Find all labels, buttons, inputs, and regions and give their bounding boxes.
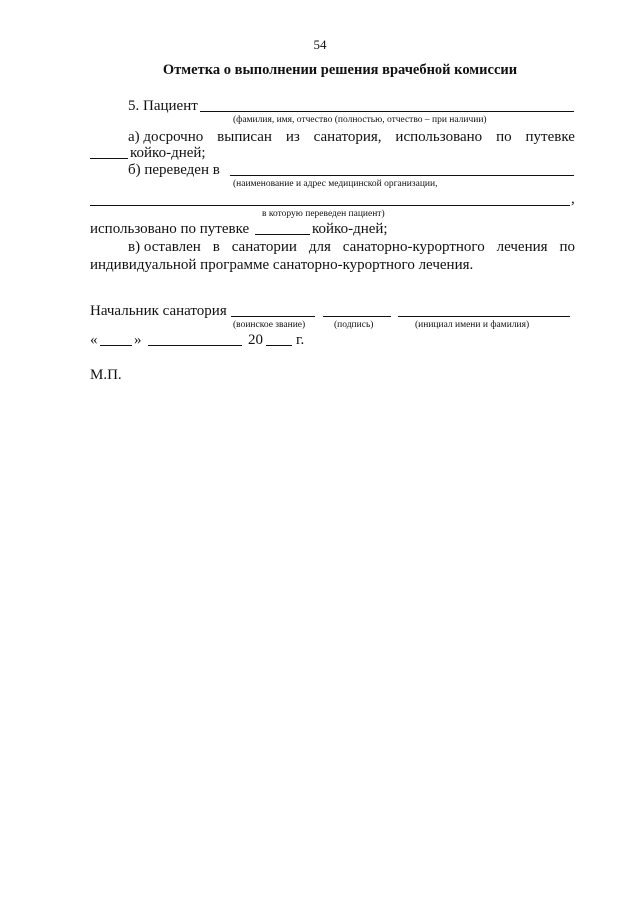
item-a-line2: койко-дней; bbox=[130, 145, 206, 161]
stamp-placeholder: М.П. bbox=[90, 367, 122, 383]
item-b-organization-line bbox=[230, 175, 574, 176]
chief-label: Начальник санатория bbox=[90, 303, 227, 319]
item-b-caption1: (наименование и адрес медицинской организации, bbox=[233, 179, 438, 189]
item-b-caption2: в которую переведен пациент) bbox=[262, 209, 385, 219]
caption-name: (инициал имени и фамилия) bbox=[415, 320, 530, 330]
date-year-suffix: г. bbox=[296, 332, 305, 348]
caption-rank: (воинское звание) bbox=[233, 320, 306, 330]
patient-name-line bbox=[200, 111, 574, 112]
used-prefix: использовано по путевке bbox=[90, 221, 250, 237]
patient-label: 5. Пациент bbox=[128, 98, 198, 114]
item-b-comma: , bbox=[571, 191, 575, 207]
item-v-line1: в) оставлен в санатории для санаторно-курортного лечения по bbox=[128, 239, 575, 255]
item-a-line1: а) досрочно выписан из санатория, использовано по путевке bbox=[128, 129, 575, 145]
caption-signature: (подпись) bbox=[334, 320, 374, 330]
patient-caption: (фамилия, имя, отчество (полностью, отчество – при наличии) bbox=[233, 115, 487, 125]
item-b-label: б) переведен в bbox=[128, 162, 220, 178]
item-v-line2: индивидуальной программе санаторно-курортного лечения. bbox=[90, 257, 474, 273]
date-month-line bbox=[148, 345, 242, 346]
date-close-quote: » bbox=[134, 332, 142, 348]
date-year-line bbox=[266, 345, 292, 346]
rank-line bbox=[231, 316, 315, 317]
item-a-days-line bbox=[90, 158, 128, 159]
item-b-organization-line2 bbox=[90, 205, 570, 206]
used-suffix: койко-дней; bbox=[312, 221, 388, 237]
signature-line bbox=[323, 316, 391, 317]
page-number: 54 bbox=[313, 37, 327, 52]
date-year-prefix: 20 bbox=[248, 332, 263, 348]
used-days-line bbox=[255, 234, 310, 235]
date-open-quote: « bbox=[90, 332, 98, 348]
document-title: Отметка о выполнении решения врачебной комиссии bbox=[162, 62, 518, 78]
name-line bbox=[398, 316, 570, 317]
date-day-line bbox=[100, 345, 132, 346]
